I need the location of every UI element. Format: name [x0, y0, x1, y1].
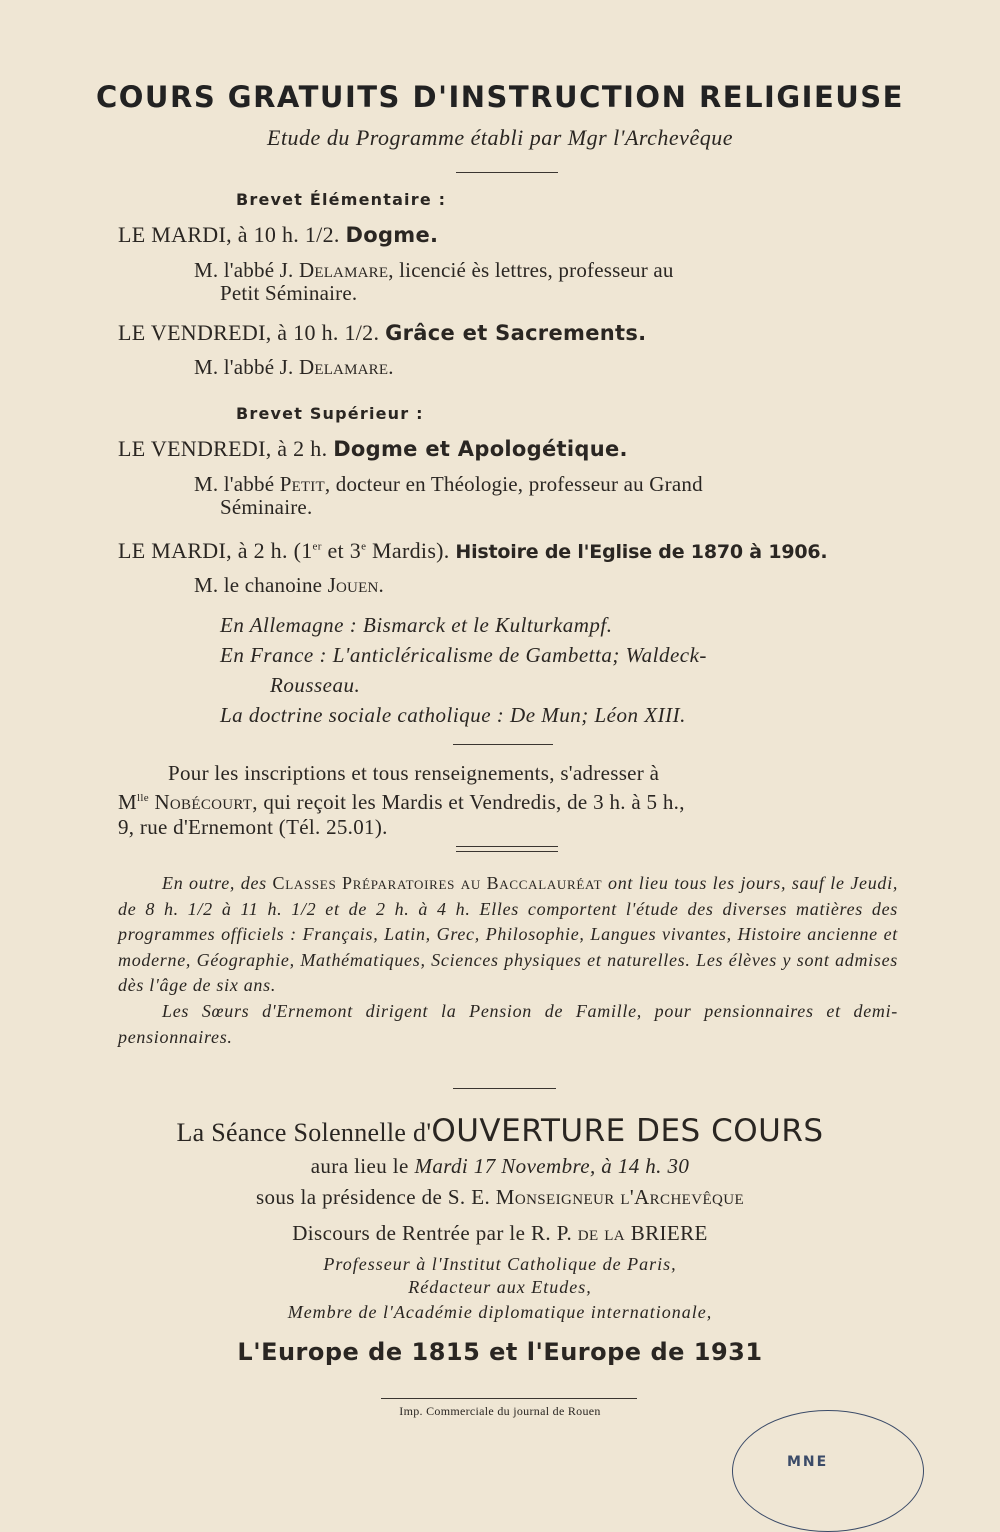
teacher-prefix: M. le chanoine: [194, 573, 323, 597]
section-heading-brevet-superieur: Brevet Supérieur :: [236, 404, 424, 423]
text-fragment: ont lieu tous les jours, sauf le Jeudi, de 8 h. 1/2 à 11 h. 1/2 et de 2 h. à 4 h. Elles comportent l'étude des diverses matières des programmes officiels : Français, Latin, Grec, Philosophie, Langues vivantes, Histoire ancienne et moderne, Géographie, Mathématiques, Sciences physiques et naturelles. Les élèves y sont admises dès l'âge de six ans.: [118, 873, 899, 996]
course-line: [118, 320, 646, 346]
address-line: 9, rue d'Ernemont (Tél. 25.01).: [118, 815, 388, 839]
text-fragment: M: [118, 790, 137, 814]
course-line: [118, 222, 438, 248]
teacher-line: [194, 574, 898, 597]
course-topic: Histoire de l'Eglise de 1870 à 1906.: [455, 541, 828, 563]
course-when: LE VENDREDI, à 10 h. 1/2.: [118, 320, 380, 345]
teacher-prefix: M. l'abbé J.: [194, 355, 294, 379]
text-fragment: aura lieu le: [310, 1154, 409, 1178]
double-divider: [456, 846, 558, 852]
seance-title: [0, 1113, 1000, 1149]
teacher-name: Petit: [279, 472, 325, 496]
course-when: Mardis).: [366, 538, 450, 563]
divider: [453, 1088, 556, 1089]
superscript: er: [312, 540, 322, 553]
lecture-title: L'Europe de 1815 et l'Europe de 1931: [237, 1338, 763, 1366]
speaker-role: Professeur à l'Institut Catholique de Paris,: [323, 1254, 677, 1274]
text-fragment: Mardi 17 Novembre, à 14 h. 30: [414, 1154, 690, 1178]
text-fragment: , qui reçoit les Mardis et Vendredis, de 3 h. à 5 h.,: [252, 790, 685, 814]
teacher-name: Delamare: [298, 355, 389, 379]
teacher-line: [194, 473, 898, 519]
course-topic: Dogme et Apologétique.: [333, 437, 628, 461]
superscript: e: [361, 540, 367, 553]
text-fragment: En outre, des: [162, 873, 267, 893]
superscript: lle: [136, 792, 149, 804]
list-item: La doctrine sociale catholique : De Mun; Léon XIII.: [220, 703, 686, 727]
course-when: et 3: [321, 538, 362, 563]
seance-date: [0, 1154, 1000, 1179]
teacher-suffix: .: [378, 573, 384, 597]
text-fragment: sous la présidence de S. E.: [255, 1185, 491, 1209]
section-heading-brevet-elementaire: Brevet Élémentaire :: [236, 190, 447, 209]
teacher-line: [194, 259, 898, 305]
contact-name: Nobécourt: [154, 790, 253, 814]
list-item: Rousseau.: [270, 673, 361, 697]
seance-presidence: [0, 1185, 1000, 1210]
teacher-continuation: Petit Séminaire.: [220, 281, 358, 305]
divider: [456, 172, 558, 173]
teacher-suffix: , docteur en Théologie, professeur au Grand: [324, 472, 703, 496]
text-fragment: Monseigneur l'Archevêque: [495, 1185, 745, 1209]
course-line: [118, 538, 827, 564]
page-title: COURS GRATUITS D'INSTRUCTION RELIGIEUSE: [96, 80, 904, 114]
text-fragment: Discours de Rentrée par le R. P.: [292, 1221, 573, 1245]
stamp-text: MNE: [787, 1454, 829, 1470]
inscriptions-paragraph: [118, 761, 898, 840]
library-stamp: [732, 1410, 924, 1532]
teacher-prefix: M. l'abbé: [194, 472, 275, 496]
speaker-role: Rédacteur aux Etudes,: [408, 1277, 592, 1297]
course-line: [118, 436, 628, 462]
course-when: LE VENDREDI, à 2 h.: [118, 436, 328, 461]
seance-discours: [0, 1221, 1000, 1246]
course-when: LE MARDI, à 2 h. (1: [118, 538, 313, 563]
speaker-role: Membre de l'Académie diplomatique internationale,: [287, 1302, 713, 1322]
list-item: En France : L'anticléricalisme de Gambetta; Waldeck-: [220, 643, 707, 667]
course-topic: Dogme.: [345, 223, 439, 247]
classes-paragraph: [118, 871, 898, 1050]
teacher-suffix: .: [388, 355, 394, 379]
teacher-name: Delamare: [298, 258, 389, 282]
text-line: Pour les inscriptions et tous renseignements, s'adresser à: [168, 761, 660, 785]
teacher-suffix: , licencié ès lettres, professeur au: [388, 258, 674, 282]
text-fragment: de la: [577, 1221, 626, 1245]
text-fragment: Classes Préparatoires au Baccalauréat: [272, 873, 603, 893]
list-item: En Allemagne : Bismarck et le Kulturkampf.: [220, 613, 613, 637]
course-when: LE MARDI, à 10 h. 1/2.: [118, 222, 340, 247]
teacher-continuation: Séminaire.: [220, 495, 313, 519]
teacher-line: [194, 356, 898, 379]
imprint: Imp. Commerciale du journal de Rouen: [399, 1404, 601, 1418]
text-fragment: BRIERE: [630, 1221, 708, 1245]
history-topics-list: [220, 610, 898, 730]
page-subtitle: Etude du Programme établi par Mgr l'Archevêque: [267, 125, 733, 150]
divider: [381, 1398, 637, 1399]
text-fragment: La Séance Solennelle d': [176, 1118, 432, 1147]
text-fragment: OUVERTURE DES COURS: [431, 1113, 824, 1149]
course-topic: Grâce et Sacrements.: [385, 321, 647, 345]
teacher-prefix: M. l'abbé J.: [194, 258, 294, 282]
divider: [453, 744, 553, 745]
teacher-name: Jouen: [327, 573, 379, 597]
text-fragment: Les Sœurs d'Ernemont dirigent la Pension de Famille, pour pensionnaires et demi-pensionnaires.: [118, 1000, 898, 1047]
